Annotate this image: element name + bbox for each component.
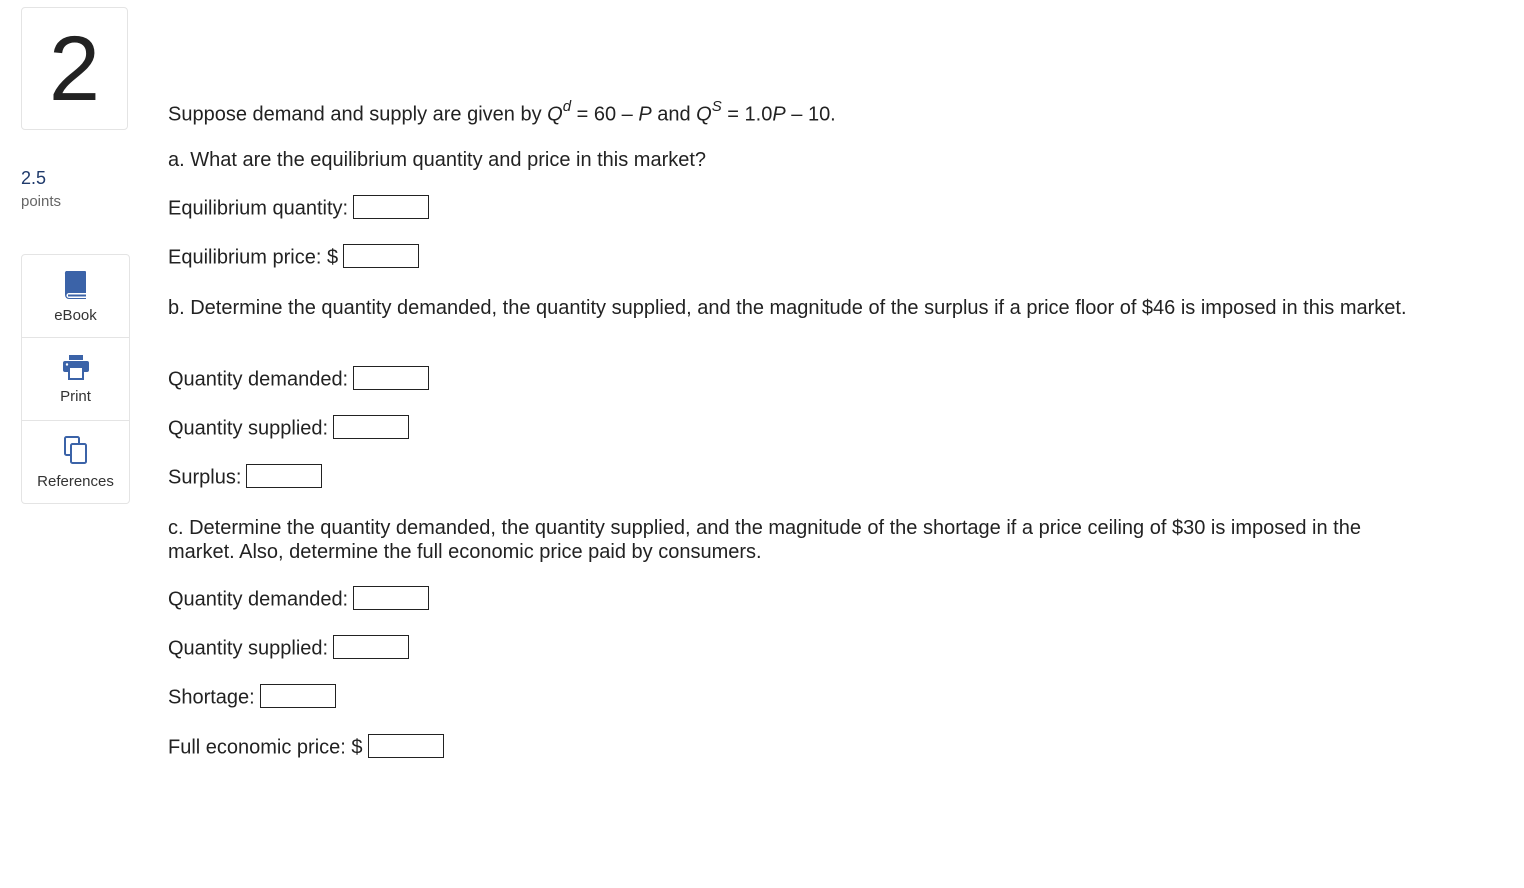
c-quantity-demanded-row <box>168 588 429 612</box>
book-icon <box>63 269 89 299</box>
print-button[interactable] <box>22 338 129 421</box>
full-economic-price-row <box>168 736 444 760</box>
print-label: Print <box>60 387 91 405</box>
shortage-label: Shortage: <box>168 686 255 709</box>
shortage-input[interactable] <box>261 687 335 709</box>
points-label: points <box>21 193 62 210</box>
part-c-text: c. Determine the quantity demanded, the quantity supplied, and the magnitude of the shortage if a price ceiling of $30 is imposed in the market. Also, determine the full economic price paid by consumers. <box>168 517 1361 563</box>
equilibrium-quantity-row <box>168 197 429 221</box>
references-button[interactable] <box>22 421 129 503</box>
b-quantity-demanded-label: Quantity demanded: <box>168 368 349 391</box>
question-number: 2 <box>48 17 101 120</box>
c-quantity-demanded-input[interactable] <box>354 589 428 611</box>
printer-icon <box>62 354 90 380</box>
shortage-row <box>168 686 336 710</box>
full-economic-price-input[interactable] <box>369 737 443 759</box>
equilibrium-price-input[interactable] <box>344 247 418 269</box>
c-quantity-supplied-input[interactable] <box>334 638 408 660</box>
equilibrium-quantity-label: Equilibrium quantity: <box>168 197 349 220</box>
c-quantity-supplied-row <box>168 637 409 661</box>
problem-intro: Suppose demand and supply are given by $Q^d = 60 - P$ and $Q^S = 1.0P - 10$. <box>168 98 836 126</box>
b-quantity-supplied-input[interactable] <box>334 418 408 440</box>
surplus-label: Surplus: <box>168 466 242 489</box>
full-economic-price-label: Full economic price: $ <box>168 736 363 759</box>
tools-panel <box>21 254 130 504</box>
part-b-text: b. Determine the quantity demanded, the quantity supplied, and the magnitude of the surplus if a price floor of $46 is imposed in this market. <box>168 297 1407 319</box>
ebook-button[interactable] <box>22 255 129 338</box>
copy-icon <box>63 435 89 465</box>
surplus-input[interactable] <box>247 467 321 489</box>
points-value: 2.5 <box>21 168 47 188</box>
equilibrium-price-row <box>168 246 419 270</box>
c-quantity-supplied-label: Quantity supplied: <box>168 637 329 660</box>
surplus-row <box>168 466 322 490</box>
c-quantity-demanded-label: Quantity demanded: <box>168 588 349 611</box>
b-quantity-demanded-input[interactable] <box>354 369 428 391</box>
equilibrium-quantity-input[interactable] <box>354 198 428 220</box>
question-number-box <box>21 7 128 130</box>
b-quantity-supplied-label: Quantity supplied: <box>168 417 329 440</box>
references-label: References <box>37 472 114 490</box>
b-quantity-supplied-row <box>168 417 409 441</box>
ebook-label: eBook <box>54 306 97 324</box>
b-quantity-demanded-row <box>168 368 429 392</box>
equilibrium-price-label: Equilibrium price: $ <box>168 246 339 269</box>
part-a-text: a. What are the equilibrium quantity and price in this market? <box>168 149 707 171</box>
